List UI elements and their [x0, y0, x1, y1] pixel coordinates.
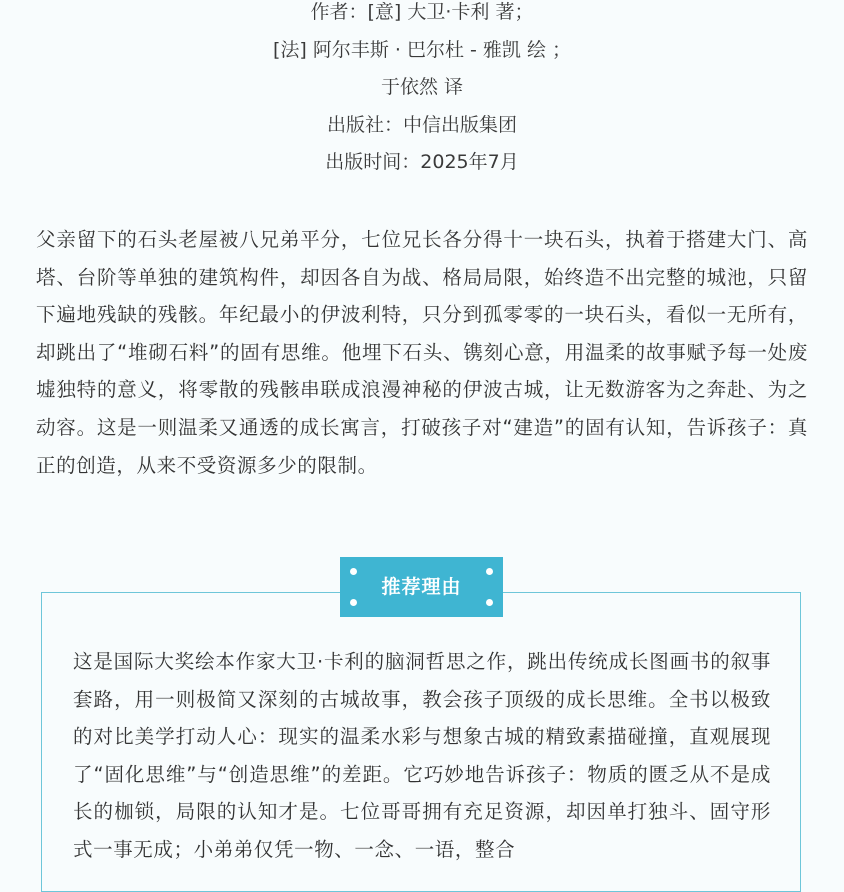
badge-dot-icon: [486, 568, 493, 575]
author-line: 作者：[意] 大卫·卡利 著；: [310, 1, 534, 23]
badge-dot-icon: [486, 599, 493, 606]
translator-line: 于依然 译: [380, 76, 464, 98]
recommendation-badge-label: 推荐理由: [381, 576, 462, 598]
badge-dot-icon: [350, 599, 357, 606]
badge-dot-icon: [350, 568, 357, 575]
recommendation-panel: [41, 592, 801, 892]
book-info: [0, 0, 844, 182]
publisher-line: 出版社：中信出版集团: [326, 113, 517, 136]
illustrator-line: [法] 阿尔丰斯 · 巴尔杜 - 雅凯 绘 ；: [273, 38, 571, 61]
publish-date-line: 出版时间：2025年7月: [325, 151, 519, 173]
recommendation-badge: [340, 557, 503, 617]
book-summary: 父亲留下的石头老屋被八兄弟平分，七位兄长各分得十一块石头，执着于搭建大门、高塔、台阶等单独的建筑构件，却因各自为战、格局局限，始终造不出完整的城池，只留下遍地残缺的残骸。年纪最小的伊波利特，只分到孤零零的一块石头，看似一无所有，却跳出了“堆砌石料”的固有思维。他埋下石头、镌刻心意，用温柔的故事赋予每一处废墟独特的意义，将零散的残骸串联成浪漫神秘的伊波古城，让无数游客为之奔赴、为之动容。这是一则温柔又通透的成长寓言，打破孩子对“建造”的固有认知，告诉孩子：真正的创造，从来不受资源多少的限制。: [36, 228, 808, 477]
recommendation-text: 这是国际大奖绘本作家大卫·卡利的脑洞哲思之作，跳出传统成长图画书的叙事套路，用一则极简又深刻的古城故事，教会孩子顶级的成长思维。全书以极致的对比美学打动人心：现实的温柔水彩与想象古城的精致素描碰撞，直观展现了“固化思维”与“创造思维”的差距。它巧妙地告诉孩子：物质的匮乏从不是成长的枷锁，局限的认知才是。七位哥哥拥有充足资源，却因单打独斗、固守形式一事无成；小弟弟仅凭一物、一念、一语，整合: [73, 650, 771, 861]
